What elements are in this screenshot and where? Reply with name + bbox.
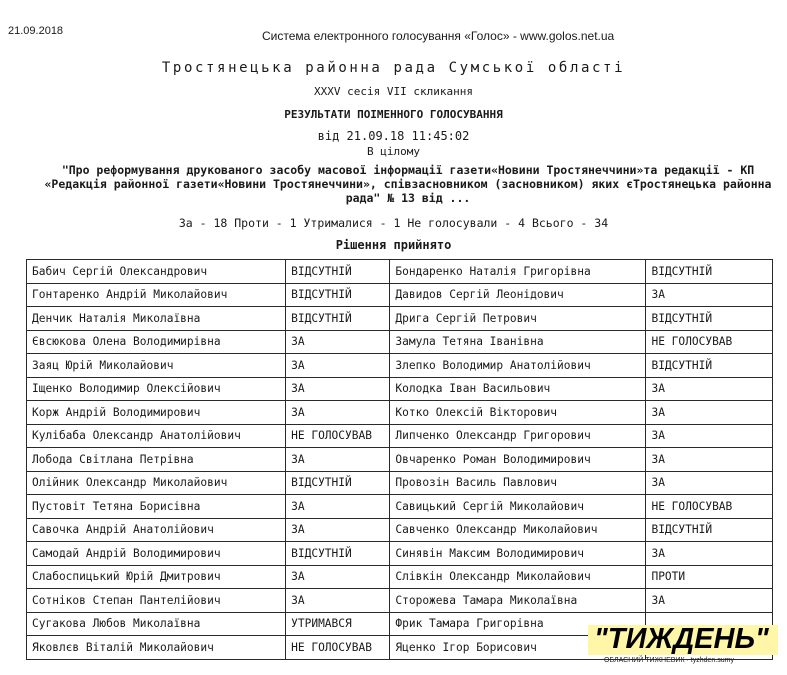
table-row bbox=[27, 401, 773, 425]
deputy-name: Злепко Володимир Анатолійович bbox=[390, 354, 646, 378]
vote-value: ЗА bbox=[286, 401, 390, 425]
system-title: Система електронного голосування «Голос» - www.golos.net.ua bbox=[262, 29, 615, 43]
vote-value: ЗА bbox=[286, 330, 390, 354]
vote-datetime: від 21.09.18 11:45:02 bbox=[317, 129, 470, 143]
print-date: 21.09.2018 bbox=[8, 25, 64, 37]
vote-value: ВІДСУТНІЙ bbox=[286, 260, 390, 284]
deputy-name: Іщенко Володимир Олексійович bbox=[27, 377, 286, 401]
vote-value: ЗА bbox=[646, 424, 773, 448]
vote-value: НЕ ГОЛОСУВАВ bbox=[286, 424, 390, 448]
deputy-name: Дрига Сергій Петрович bbox=[390, 307, 646, 331]
deputy-name: Савицький Сергій Миколайович bbox=[390, 495, 646, 519]
vote-scope: В цілому bbox=[367, 145, 420, 158]
vote-value: НЕ ГОЛОСУВАВ bbox=[286, 636, 390, 660]
deputy-name: Заяц Юрій Миколайович bbox=[27, 354, 286, 378]
vote-value: ЗА bbox=[286, 589, 390, 613]
question-text: "Про реформування друкованого засобу масової інформації газети«Новини Тростянеччини»та редакції - КП «Редакція районної газети«Новини Тростянеччини», співзасновником (засновником) яких єТростянецька районна рада" № 13 від ... bbox=[44, 163, 779, 205]
vote-value: ЗА bbox=[286, 377, 390, 401]
council-title: Тростянецька районна рада Сумської області bbox=[161, 60, 626, 76]
deputy-name: Кулібаба Олександр Анатолійович bbox=[27, 424, 286, 448]
session-label: XXXV сесія VII скликання bbox=[314, 85, 473, 98]
deputy-name: Сторожева Тамара Миколаївна bbox=[390, 589, 646, 613]
vote-value: ЗА bbox=[646, 589, 773, 613]
vote-value: ВІДСУТНІЙ bbox=[646, 518, 773, 542]
watermark-logo-text: "ТИЖДЕНЬ" bbox=[594, 623, 769, 655]
deputy-name: Савочка Андрій Анатолійович bbox=[27, 518, 286, 542]
deputy-name: Слівкін Олександр Миколайович bbox=[390, 565, 646, 589]
vote-value: ЗА bbox=[646, 542, 773, 566]
table-row bbox=[27, 260, 773, 284]
table-row bbox=[27, 565, 773, 589]
deputy-name: Самодай Андрій Володимирович bbox=[27, 542, 286, 566]
table-row bbox=[27, 518, 773, 542]
table-row bbox=[27, 495, 773, 519]
vote-value: ВІДСУТНІЙ bbox=[646, 260, 773, 284]
votes-table bbox=[26, 259, 773, 660]
vote-value: УТРИМАВСЯ bbox=[286, 612, 390, 636]
deputy-name: Пустовіт Тетяна Борисівна bbox=[27, 495, 286, 519]
vote-value: ЗА bbox=[646, 283, 773, 307]
vote-value: ПРОТИ bbox=[646, 565, 773, 589]
vote-value: ЗА bbox=[286, 448, 390, 472]
deputy-name: Фрик Тамара Григорівна bbox=[390, 612, 646, 636]
table-row bbox=[27, 377, 773, 401]
vote-value: ВІДСУТНІЙ bbox=[646, 307, 773, 331]
vote-value: ЗА bbox=[646, 401, 773, 425]
deputy-name: Слабоспицький Юрій Дмитрович bbox=[27, 565, 286, 589]
results-title: РЕЗУЛЬТАТИ ПОІМЕННОГО ГОЛОСУВАННЯ bbox=[284, 108, 503, 121]
deputy-name: Провозін Василь Павлович bbox=[390, 471, 646, 495]
deputy-name: Гонтаренко Андрій Миколайович bbox=[27, 283, 286, 307]
deputy-name: Колодка Іван Васильович bbox=[390, 377, 646, 401]
deputy-name: Денчик Наталія Миколаївна bbox=[27, 307, 286, 331]
table-row bbox=[27, 307, 773, 331]
deputy-name: Замула Тетяна Іванівна bbox=[390, 330, 646, 354]
deputy-name: Сотніков Степан Пантелійович bbox=[27, 589, 286, 613]
vote-value: НЕ ГОЛОСУВАВ bbox=[646, 330, 773, 354]
vote-value: ВІДСУТНІЙ bbox=[286, 471, 390, 495]
table-row bbox=[27, 448, 773, 472]
deputy-name: Яковлєв Віталій Миколайович bbox=[27, 636, 286, 660]
vote-tally: За - 18 Проти - 1 Утрималися - 1 Не голосували - 4 Всього - 34 bbox=[178, 216, 609, 230]
vote-value: НЕ ГОЛОСУВАВ bbox=[646, 495, 773, 519]
vote-value: ЗА bbox=[286, 495, 390, 519]
vote-value: ЗА bbox=[286, 565, 390, 589]
tyzhden-watermark bbox=[578, 623, 778, 669]
deputy-name: Липченко Олександр Григорович bbox=[390, 424, 646, 448]
deputy-name: Синявін Максим Володимирович bbox=[390, 542, 646, 566]
vote-value: ВІДСУТНІЙ bbox=[286, 542, 390, 566]
deputy-name: Савченко Олександр Миколайович bbox=[390, 518, 646, 542]
vote-value: ВІДСУТНІЙ bbox=[286, 307, 390, 331]
vote-value: ЗА bbox=[286, 518, 390, 542]
table-row bbox=[27, 354, 773, 378]
deputy-name: Бабич Сергій Олександрович bbox=[27, 260, 286, 284]
vote-value: ЗА bbox=[646, 471, 773, 495]
deputy-name: Євсюкова Олена Володимирівна bbox=[27, 330, 286, 354]
vote-value: ЗА bbox=[646, 448, 773, 472]
deputy-name: Лобода Світлана Петрівна bbox=[27, 448, 286, 472]
deputy-name: Сугакова Любов Миколаївна bbox=[27, 612, 286, 636]
deputy-name: Давидов Сергій Леонідович bbox=[390, 283, 646, 307]
vote-value: ВІДСУТНІЙ bbox=[646, 354, 773, 378]
vote-value: ЗА bbox=[646, 377, 773, 401]
vote-value: ЗА bbox=[286, 354, 390, 378]
table-row bbox=[27, 330, 773, 354]
table-row bbox=[27, 283, 773, 307]
table-row bbox=[27, 589, 773, 613]
deputy-name: Яценко Ігор Борисович bbox=[390, 636, 646, 660]
watermark-subtitle: ОБЛАСНИЙ ТИЖНЕВИК · tyzhden.sumy bbox=[604, 657, 734, 664]
table-row bbox=[27, 424, 773, 448]
deputy-name: Бондаренко Наталія Григорівна bbox=[390, 260, 646, 284]
table-row bbox=[27, 471, 773, 495]
deputy-name: Олійник Олександр Миколайович bbox=[27, 471, 286, 495]
deputy-name: Корж Андрій Володимирович bbox=[27, 401, 286, 425]
deputy-name: Котко Олексій Вікторович bbox=[390, 401, 646, 425]
table-row bbox=[27, 542, 773, 566]
decision-label: Рішення прийнято bbox=[335, 238, 452, 252]
vote-value: ВІДСУТНІЙ bbox=[286, 283, 390, 307]
deputy-name: Овчаренко Роман Володимирович bbox=[390, 448, 646, 472]
